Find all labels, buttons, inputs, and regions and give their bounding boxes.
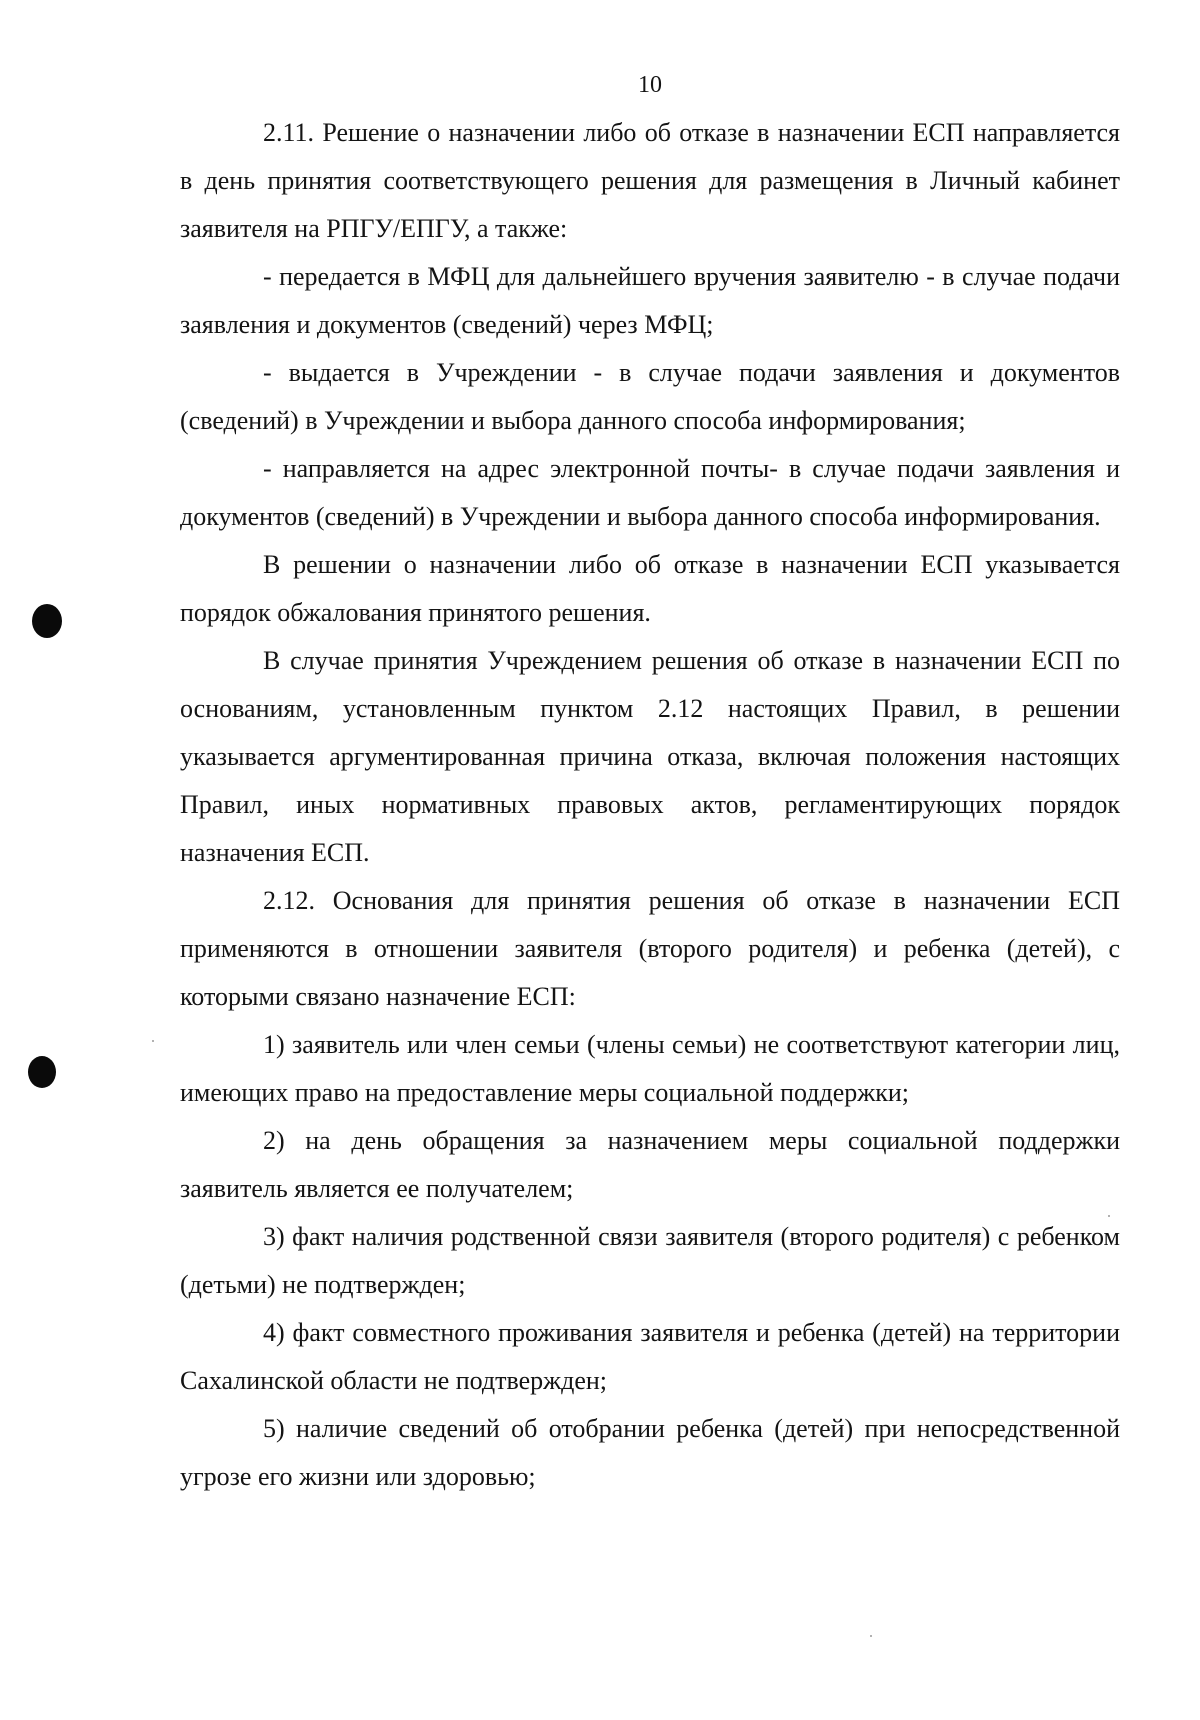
page-number: 10	[638, 72, 662, 98]
list-item-5: 5) наличие сведений об отобрании ребенка (детей) при непосредственной угрозе его жизни или здоровью;	[180, 1414, 1120, 1491]
list-item-2: 2) на день обращения за назначением меры социальной поддержки заявитель является ее получателем;	[180, 1126, 1120, 1203]
punch-hole-bottom	[28, 1056, 56, 1088]
paragraph-mfc: - передается в МФЦ для дальнейшего вручения заявителю - в случае подачи заявления и документов (сведений) через МФЦ;	[180, 262, 1120, 339]
document-body	[180, 109, 1120, 1501]
scan-speck	[870, 1635, 872, 1637]
paragraph-2-11: 2.11. Решение о назначении либо об отказе в назначении ЕСП направляется в день принятия соответствующего решения для размещения в Личный кабинет заявителя на РПГУ/ЕПГУ, а также:	[180, 118, 1120, 243]
punch-hole-top	[32, 604, 62, 638]
paragraph-email: - направляется на адрес электронной почты- в случае подачи заявления и документов (сведений) в Учреждении и выбора данного способа информирования.	[180, 454, 1120, 531]
paragraph-2-12: 2.12. Основания для принятия решения об отказе в назначении ЕСП применяются в отношении заявителя (второго родителя) и ребенка (детей), с которыми связано назначение ЕСП:	[180, 886, 1120, 1011]
paragraph-appeal-procedure: В решении о назначении либо об отказе в назначении ЕСП указывается порядок обжалования принятого решения.	[180, 550, 1120, 627]
list-item-1: 1) заявитель или член семьи (члены семьи) не соответствуют категории лиц, имеющих право на предоставление меры социальной поддержки;	[180, 1030, 1120, 1107]
list-item-4: 4) факт совместного проживания заявителя и ребенка (детей) на территории Сахалинской области не подтвержден;	[180, 1318, 1120, 1395]
scan-speck	[152, 1040, 154, 1042]
paragraph-refusal-reason: В случае принятия Учреждением решения об отказе в назначении ЕСП по основаниям, установленным пунктом 2.12 настоящих Правил, в решении указывается аргументированная причина отказа, включая положения настоящих Правил, иных нормативных правовых актов, регламентирующих порядок назначения ЕСП.	[180, 646, 1120, 867]
list-item-3: 3) факт наличия родственной связи заявителя (второго родителя) с ребенком (детьми) не подтвержден;	[180, 1222, 1120, 1299]
paragraph-institution: - выдается в Учреждении - в случае подачи заявления и документов (сведений) в Учреждении и выбора данного способа информирования;	[180, 358, 1120, 435]
